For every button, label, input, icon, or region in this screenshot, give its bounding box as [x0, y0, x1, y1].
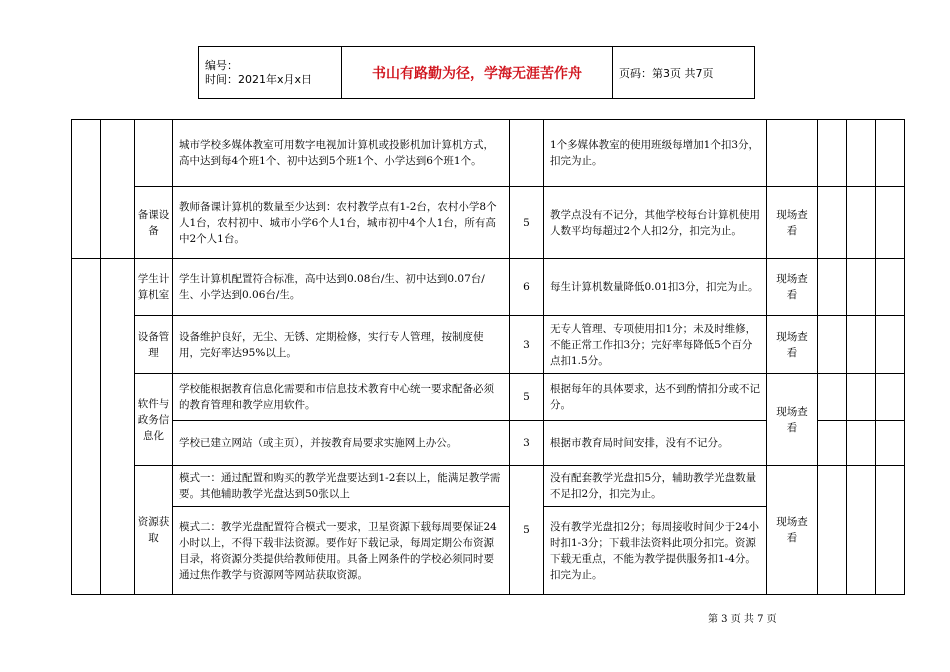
blank-cell [847, 421, 876, 466]
method-cell: 现场查看 [767, 374, 818, 466]
category-cell: 学生计算机室 [135, 259, 173, 316]
blank-cell [876, 466, 905, 595]
category-cell: 设备管理 [135, 316, 173, 374]
evaluation-table [71, 119, 905, 595]
page-label: 页码：第3页 共7页 [613, 47, 755, 99]
standard-cell: 设备维护良好，无尘、无锈、定期检修，实行专人管理，按制度使用，完好率达95%以上。 [173, 316, 510, 374]
blank-cell [847, 316, 876, 374]
table-row [72, 120, 905, 187]
table-row [72, 259, 905, 316]
table-row [72, 466, 905, 507]
score-cell: 3 [510, 316, 544, 374]
blank-cell [847, 374, 876, 421]
blank-cell [876, 120, 905, 187]
deduction-cell: 无专人管理、专项使用扣1分；未及时维修，不能正常工作扣3分；完好率每降低5个百分点扣1.5分。 [544, 316, 767, 374]
deduction-cell: 每生计算机数量降低0.01扣3分，扣完为止。 [544, 259, 767, 316]
blank-cell [847, 187, 876, 259]
blank-cell [876, 187, 905, 259]
level2-cell [101, 259, 135, 595]
standard-cell: 教师备课计算机的数量至少达到：农村教学点有1-2台，农村小学8个人1台，农村初中、城市小学6个人1台，城市初中4个人1台，所有高中2个人1台。 [173, 187, 510, 259]
blank-cell [818, 259, 847, 316]
standard-cell: 模式一：通过配置和购买的教学光盘要达到1-2套以上，能满足教学需要。其他辅助教学光盘达到50张以上 [173, 466, 510, 507]
deduction-cell: 教学点没有不记分，其他学校每台计算机使用人数平均每超过2个人扣2分，扣完为止。 [544, 187, 767, 259]
category-cell: 资源获取 [135, 466, 173, 595]
score-cell: 5 [510, 374, 544, 421]
blank-cell [818, 187, 847, 259]
deduction-cell: 没有配套教学光盘扣5分，辅助教学光盘数量不足扣2分，扣完为止。 [544, 466, 767, 507]
method-cell: 现场查看 [767, 316, 818, 374]
blank-cell [876, 259, 905, 316]
blank-cell [818, 421, 847, 466]
method-cell [767, 120, 818, 187]
standard-cell: 学校已建立网站（或主页），并按教育局要求实施网上办公。 [173, 421, 510, 466]
level1-cell [72, 259, 101, 595]
blank-cell [876, 421, 905, 466]
motto: 书山有路勤为径，学海无涯苦作舟 [342, 47, 613, 99]
deduction-cell: 根据市教育局时间安排，没有不记分。 [544, 421, 767, 466]
deduction-cell: 1个多媒体教室的使用班级每增加1个扣3分，扣完为止。 [544, 120, 767, 187]
blank-cell [818, 120, 847, 187]
table-row [72, 374, 905, 421]
number-label: 编号： [205, 58, 238, 72]
level1-cell [72, 120, 101, 259]
standard-cell: 模式二：教学光盘配置符合模式一要求，卫星资源下载每周要保证24小时以上，不得下载非法资源。要作好下载记录，每周定期公布资源目录，将资源分类提供给教师使用。具备上网条件的学校必须同时要通过焦作教学与资源网等网站获取资源。 [173, 507, 510, 595]
standard-cell: 城市学校多媒体教室可用数字电视加计算机或投影机加计算机方式，高中达到每4个班1个、初中达到5个班1个、小学达到6个班1个。 [173, 120, 510, 187]
deduction-cell: 没有教学光盘扣2分；每周接收时间少于24小时扣1-3分；下载非法资料此项分扣完。资源下载无重点，不能为教学提供服务扣1-4分。扣完为止。 [544, 507, 767, 595]
category-cell: 软件与政务信息化 [135, 374, 173, 466]
blank-cell [847, 466, 876, 595]
blank-cell [876, 316, 905, 374]
blank-cell [818, 466, 847, 595]
deduction-cell: 根据每年的具体要求，达不到酌情扣分或不记分。 [544, 374, 767, 421]
score-cell: 3 [510, 421, 544, 466]
table-row [72, 316, 905, 374]
score-cell: 5 [510, 466, 544, 595]
blank-cell [847, 259, 876, 316]
category-cell [135, 120, 173, 187]
table-row [72, 187, 905, 259]
page-footer: 第 3 页 共 7 页 [708, 614, 777, 625]
blank-cell [847, 120, 876, 187]
score-cell [510, 120, 544, 187]
standard-cell: 学生计算机配置符合标准，高中达到0.08台/生、初中达到0.07台/生、小学达到0.06台/生。 [173, 259, 510, 316]
blank-cell [818, 374, 847, 421]
score-cell: 6 [510, 259, 544, 316]
method-cell: 现场查看 [767, 259, 818, 316]
category-cell: 备课设备 [135, 187, 173, 259]
method-cell: 现场查看 [767, 187, 818, 259]
time-label: 时间：2021年x月x日 [205, 72, 313, 86]
method-cell: 现场查看 [767, 466, 818, 595]
blank-cell [876, 374, 905, 421]
header-meta [199, 47, 342, 99]
page-header [198, 46, 755, 99]
score-cell: 5 [510, 187, 544, 259]
standard-cell: 学校能根据教育信息化需要和市信息技术教育中心统一要求配备必须的教育管理和教学应用软件。 [173, 374, 510, 421]
blank-cell [818, 316, 847, 374]
level2-cell [101, 120, 135, 259]
